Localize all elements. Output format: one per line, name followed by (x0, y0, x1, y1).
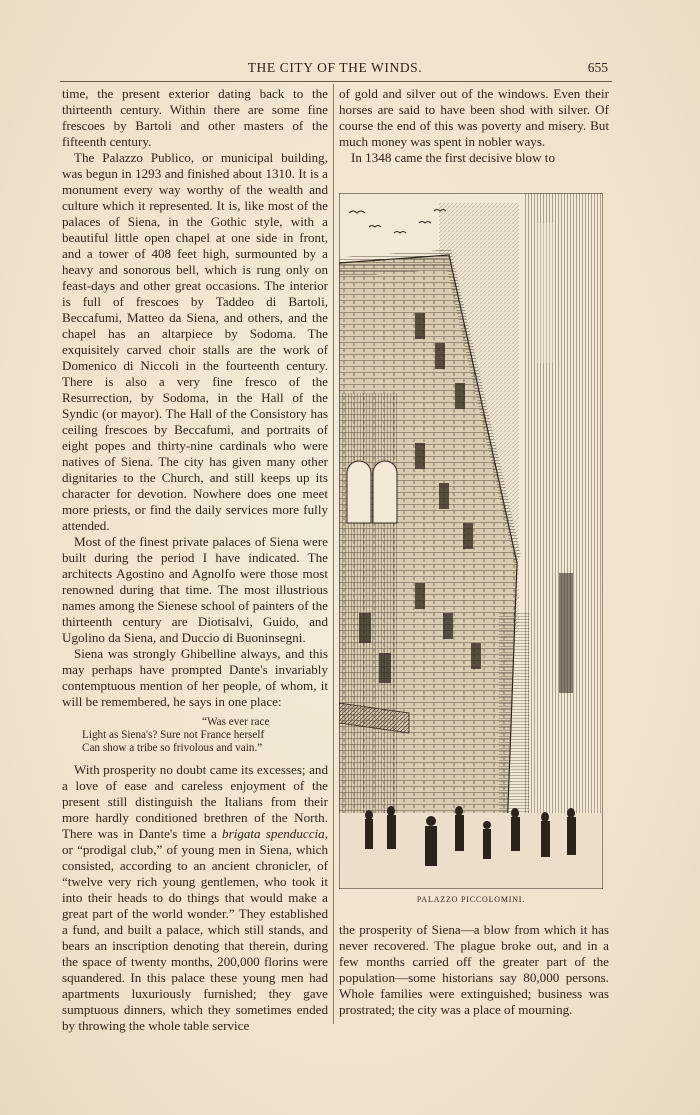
page-header (60, 60, 610, 80)
header-rule (60, 81, 612, 82)
quote-line: Light as Siena's? Sure not France herself (82, 729, 265, 742)
engraving-icon (339, 193, 603, 889)
paragraph-continued: of gold and silver out of the windows. Even their horses are said to have been shod with silver. Of course the end of this was poverty and misery. But much money was spent in nobler ways. (339, 86, 609, 149)
text-run: , or “prodigal club,” of young men in Siena, which consisted, according to an ancient chronicler, of “twelve very rich young gentlemen, who took it into their heads to do things that would make a great part of the world wonder.” They established a fund, and built a palace, which still stands, and bears an inscription denoting that therein, during the space of twenty months, 200,000 florins were squandered. In this palace these young men had apartments luxuriously furnished; they gave sumptuous dinners, which they sometimes ended by throwing the whole table service (62, 825, 328, 1033)
right-column-top (339, 86, 609, 166)
paragraph-prodigal-club (62, 762, 328, 1034)
running-title: THE CITY OF THE WINDS. (247, 60, 423, 75)
italic-term: brigata spenduccia (222, 825, 325, 841)
paragraph-plague: the prosperity of Siena—a blow from which it has never recovered. The plague broke out, and in a few months carried off the greater part of the population—some historians say 80,000 persons. Whole families were extinguished; business was prostrated; the city was a place of mourning. (339, 922, 609, 1017)
quote-line: Can show a tribe so frivolous and vain.” (82, 742, 263, 755)
paragraph-1: time, the present exterior dating back to the thirteenth century. Within there are some fine frescoes by Bartoli and other masters of the fifteenth century. (62, 86, 328, 149)
text-run: With prosperity no doubt came its excesses; and a love of ease and careless enjoyment of the present still distinguish the Italians from their more hardly conditioned brethren of the North. There was in Dante's time a (62, 761, 328, 841)
paragraph-ghibelline: Siena was strongly Ghibelline always, and this may perhaps have prompted Dante's invariably contemptuous mention of her people, of whom, it will be remembered, he says in one place: (62, 646, 328, 709)
paragraph-1348: In 1348 came the first decisive blow to (351, 150, 555, 165)
figure-caption: PALAZZO PICCOLOMINI. (416, 895, 526, 904)
column-divider (333, 84, 334, 1024)
page-number: 655 (587, 60, 608, 75)
quote-line: “Was ever race (202, 716, 270, 728)
paragraph-palazzo-publico: The Palazzo Publico, or municipal building, was begun in 1293 and finished about 1310. It is a monument every way worthy of the wealth and culture which it represented. It is, like most of the palaces of Siena, in the Gothic style, with a beautiful little open chapel at one side in front, and a tower of 408 feet high, surmounted by a heavy and sonorous bell, which is rung only on feast-days and other great occasions. The interior is full of frescoes by Taddeo di Bartoli, Beccafumi, Matteo da Siena, and others, and the chapel has an altarpiece by Sodoma. The exquisitely carved choir stalls are the work of Domenico di Niccoli in the fourteenth century. There is also a very fine fresco of the Resurrection, by Sodoma, in the Hall of the Syndic (or mayor). The Hall of the Consistory has ceiling frescoes by Beccafumi, and portraits of eight popes and thirty-nine cardinals who were natives of Siena. The city has given many other dignitaries to the Church, and still keeps up its character for devotion. Nowhere does one meet more priests, or find the daily services more fully attended. (62, 150, 328, 533)
right-column-bottom (339, 922, 609, 1018)
dante-quote (82, 716, 328, 756)
palazzo-illustration (339, 193, 603, 889)
paragraph-private-palaces: Most of the finest private palaces of Siena were built during the period I have indicated. The architects Agostino and Agnolfo were those most renowned during that time. The most illustrious names among the Sienese school of painters of the thirteenth century are Diotisalvi, Guido, and Ugolino da Siena, and Duccio di Buoninsegni. (62, 534, 328, 645)
left-column (62, 86, 328, 1034)
